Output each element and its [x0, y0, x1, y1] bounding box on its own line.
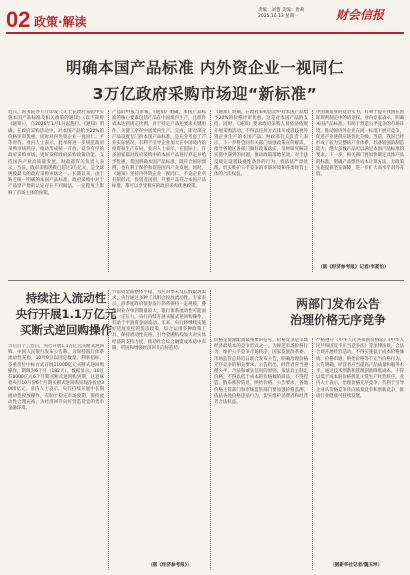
column-divider: [210, 290, 211, 570]
right-headline-line-1: 两部门发布公告: [295, 297, 380, 311]
column-divider: [312, 110, 313, 272]
column-divider: [210, 110, 211, 272]
left-headline-line-1: 持续注入流动性: [25, 291, 107, 305]
top-rule: [6, 32, 404, 34]
left-headline-line-3: 买断式逆回购操作: [20, 323, 112, 337]
main-article-byline: （据《经济参考报》记者/韦夏怡）: [318, 265, 389, 270]
left-headline-line-2: 央行开展1.1万亿元: [15, 307, 117, 321]
left-article-col-2: 节前资金面整体平稳，为应对季末及长假取现需求，央行通过多种工具组合投放流动性。专家表示，四季度政府债券发行仍将保持一定规模，叠加同业存单到期量较大，银行体系流动性可能面临一定压力，央行持续开展买断式逆回购操作，有助于平滑资金面波动。未来，央行将继续实施好适度宽松的货币政策，综合运用多种政策工具，保持流动性充裕，引导金融机构加大对实体经济的支持力度，推动社会综合融资成本稳中有降，巩固和增强经济回升向好态势。: [112, 290, 206, 351]
left-article-byline: （据《经济参考报》）: [148, 563, 192, 568]
masthead-meta: [258, 8, 338, 20]
editor-line: 责编：刘哲 美编：唐莉: [258, 8, 305, 13]
main-article-col-4: 中国制造业的竞争实力，有利于提升我国在国际规则制定中的话语权。业内专家表示，明确本国产品标准，有助于营造公平竞争的市场环境，推动国内外企业在同一标准下展开竞争，促进产业链供应链优化升级。当前，我国已经形成了较为完整的产业体系，具备较强的制造能力，绝大多数产品可以满足本国产品标准的要求。下一步，相关部门将加快制定具体产品的标准，明确产品组件成本计算方法，为政策实施提供坚实保障，进一步扩大高水平对外开放。: [316, 110, 404, 178]
right-article-col-1: 价格是资源配置最重要的信号，价格竞争是市场经济最基本的竞争形式之一。为规范市场价格行为，维护公平竞争市场秩序，国家发展改革委、市场监管总局近日联合发布公告，明确治理价格无序竞争的相关要求。公告指出，经营者应当遵循公平、合法和诚实信用的原则，依法自主制定价格，不得以低于成本的价格倾销商品，不得捏造、散布涨价信息，哄抬价格。公告要求，各地价格主管部门和市场监管部门要加强价格监测，依法查处价格违法行为，切实维护消费者和经营者合法权益。: [214, 338, 308, 406]
right-headline-line-2: 治理价格无序竞争: [289, 313, 386, 327]
main-article-col-3: 《通知》明确，在政府采购活动中对本国产品给予20%的价格评审优惠，这是对本国产品的支持。同时，《通知》要求政府采购人员依法依规开展采购活动，不得以任何方式排斥或者歧视外资企业生产的本国产品。财政部有关负责人表示，下一步将会同有关部门加强政策宣传解读，指导各地区各部门做好政策落实，及时研究解决实施中遇到的问题，推动政策落地见效。对于违反规定设置歧视性条件的行为，将依法严肃处理，切实维护公平竞争的市场环境和各类经营主体的合法权益。: [214, 110, 308, 178]
headline-line-2: 3万亿政府采购市场迎“新标准”: [92, 85, 318, 103]
main-headline: [0, 56, 410, 104]
column-divider: [312, 338, 313, 570]
section-divider: [8, 280, 404, 281]
column-divider: [108, 290, 109, 570]
masthead: [0, 0, 410, 42]
section-title: 政策·解读: [34, 15, 87, 29]
column-divider: [108, 110, 109, 272]
right-article-headline: [274, 296, 402, 328]
main-article-col-1: 近日，国务院办公厅印发《关于在政府采购中实施本国产品标准及相关政策的通知》（以下简称《通知》），自2026年1月1日起施行。《通知》明确，在政府采购活动中，对本国产品给予20%的价格评审优惠，同时对内外资企业一视同仁、平等对待。业内人士表示，此举将进一步规范政府采购市场秩序，推动形成统一开放、竞争有序的政府采购市场，更好发挥政府采购政策功能，支持国内产业高质量发展。财政部有关负责人表示，当前，政府采购规模已超过3万亿元，是全球规模最大的政府采购市场之一。长期以来，由于缺乏统一明确的本国产品标准，政府采购中对于产品原产地的认定存在不同做法，一定程度上影响了市场主体的预期。: [8, 110, 104, 196]
page-number: 02: [6, 7, 31, 32]
left-article-col-1: 节后首个工作日，央行开展1.1万亿元买断式逆回购。中国人民银行发布公告称，为保持银行体系流动性充裕，10月9日以固定数量、利率招标、多重价位中标方式开展11000亿元买断式逆回购操作，期限为6个月（182天）。数据显示，10月有8000亿元6个月期买断式逆回购到期，这意味着央行10月份6个月期买断式逆回购实现净投放3000亿元。业内人士表示，央行持续开展中长期流动性投放操作，有助于稳定市场预期，保持流动性合理充裕，为经济回升向好营造适宜的货币金融环境。: [8, 344, 104, 412]
right-article-byline: （据新华社记者/魏玉坤）: [330, 563, 383, 568]
brand-logo: 财会信报: [336, 8, 385, 22]
right-article-col-2: 严格遵守《中华人民共和国价格法》《中华人民共和国反不正当竞争法》等法律法规，合法合规开展经营活动，不得实施低于成本价格倾销、价格串通、哄抬价格等不正当价格行为。公告明确，经营者应当提高产品质量和服务水平，通过技术创新和管理创新降低成本，不得以低于成本的价格扰乱正常生产经营秩序。业内人士表示，治理价格无序竞争，有利于引导企业从价格竞争转向质量竞争和创新竞争，推动行业健康可持续发展。: [316, 338, 404, 399]
main-article-col-2: 产品的申报与审核。《通知》明确，本国产品标准的核心要素包括产品在中国境内生产，且组件成本达到规定比例，对于特定产品还要求关键组件、关键工序在中国境内生产。完成，即对部分产品设置专门的本国产品标准，是充分考虑了产业实际情况，有利于引导企业加大在中国境内的投资和生产布局。业内人士表示，在国际上，许多国家都对政府采购中的本国产品进行界定并给予优惠，我国明确本国产品标准，既符合国际惯例，也有利于保护和促进国内产业发展。同时，《通知》坚持内外资企业一视同仁，不论企业所有制形式、投资者国别，只要产品符合本国产品标准，都可以享受相应的政府采购优惠政策。: [112, 110, 206, 190]
headline-line-1: 明确本国产品标准 内外资企业一视同仁: [66, 59, 344, 77]
left-article-headline: [10, 290, 122, 338]
date-line: 2025.10.13 星期一: [258, 14, 299, 19]
